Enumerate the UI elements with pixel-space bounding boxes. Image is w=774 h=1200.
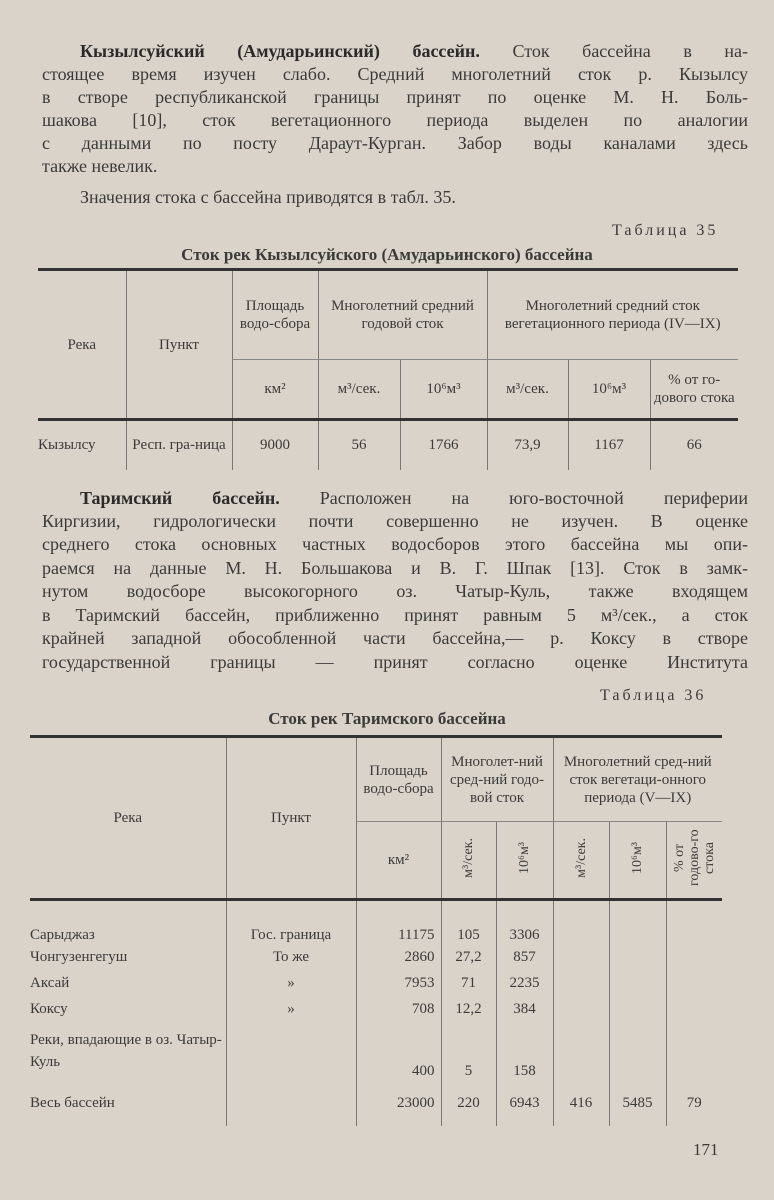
cell-area: 708 [356,996,441,1022]
cell-q: 220 [441,1080,496,1126]
cell-point: Респ. гра-ница [126,420,232,470]
table-row [30,996,722,1022]
table-label: Таблица 35 [612,222,719,239]
cell-q: 27,2 [441,944,496,970]
cell-v: 3306 [496,900,553,944]
unit: 10⁶м³ [630,841,645,874]
text-line: в Таримский бассейн, приближенно принят равным 5 м³/сек., а сток [42,605,748,625]
cell-vv: 1167 [568,420,650,470]
table-title: Сток рек Таримского бассейна [268,709,506,728]
table-row [30,1080,722,1126]
cell-pct [666,1022,722,1080]
cell-point [226,1022,356,1080]
cell-point: То же [226,944,356,970]
cell-vq: 416 [553,1080,609,1126]
cell-v: 2235 [496,970,553,996]
table-35 [38,268,738,470]
text-line: Кызылсуйский (Амударьинский) бассейн. Сток бассейна в на- [80,41,748,61]
cell-v: 1766 [400,420,487,470]
cell-point [226,1080,356,1126]
header-annual: Многолетний средний годовой сток [318,270,487,360]
cell-area: 2860 [356,944,441,970]
header-veg: Многолетний сред-ний сток вегетаци-онного периода (V—IX) [553,737,722,822]
text-line: стоящее время изучен слабо. Средний многолетний сток р. Кызылсу [42,64,748,84]
header-area: Площадь водо-сбора [232,270,318,360]
cell-q: 56 [318,420,400,470]
cell-vv [609,944,666,970]
text-line: Таримский бассейн. Расположен на юго-восточной периферии [80,488,748,508]
unit: км² [232,360,318,420]
cell-point: Гос. граница [226,900,356,944]
unit: м³/сек. [573,837,589,878]
header-veg: Многолетний средний сток вегетационного периода (IV—IX) [487,270,738,360]
text-line: с данными по посту Дараут-Курган. Забор воды каналами здесь [42,133,748,153]
unit: м³/сек. [487,360,568,420]
section-heading: Кызылсуйский (Амударьинский) бассейн. [80,41,480,61]
cell-vq [553,1022,609,1080]
cell-v: 158 [496,1022,553,1080]
cell-river: Кызылсу [38,437,96,454]
cell-vv [609,996,666,1022]
cell-pct [666,944,722,970]
cell-pct: 66 [650,420,738,470]
unit: км² [356,822,441,900]
cell-v: 857 [496,944,553,970]
table-row [38,420,738,470]
cell-vv [609,1022,666,1080]
cell-pct [666,996,722,1022]
cell-q: 71 [441,970,496,996]
cell-v: 384 [496,996,553,1022]
cell-vv [609,970,666,996]
text-line: Киргизии, гидрологически почти совершенно не изучен. В оценке [42,511,748,531]
unit: % от годово-го стока [671,829,717,886]
cell-river: Коксу [30,1000,68,1017]
cell-area: 7953 [356,970,441,996]
header-point: Пункт [126,270,232,420]
cell-area: 9000 [232,420,318,470]
cell-vv: 5485 [609,1080,666,1126]
unit: 10⁶м³ [400,360,487,420]
unit: % от го-дового стока [650,360,738,420]
text-line: в створе республиканской границы принят по оценке М. Н. Боль- [42,87,748,107]
cell-river: Сарыджаз [30,926,95,943]
table-row [30,970,722,996]
header-area: Площадь водо-сбора [356,737,441,822]
cell-area: 11175 [356,900,441,944]
text-line: среднего стока основных частных водосборов этого бассейна мы опи- [42,534,748,554]
unit: м³/сек. [318,360,400,420]
cell-vq [553,944,609,970]
cell-river: Весь бассейн [30,1094,115,1111]
section-heading: Таримский бассейн. [80,488,280,508]
header-river: Река [67,336,97,353]
cell-point: » [226,970,356,996]
text-line: крайней западной обособленной части бассейна,— р. Коксу в створе [42,628,748,648]
cell-v: 6943 [496,1080,553,1126]
text-line: нутом водосборе высокогорного оз. Чатыр-Куль, также входящем [42,581,748,601]
header-point: Пункт [226,737,356,900]
cell-vq [553,996,609,1022]
cell-vq: 73,9 [487,420,568,470]
cell-area: 400 [356,1022,441,1080]
cell-vq [553,900,609,944]
table-row [30,900,722,944]
text-line: Значения стока с бассейна приводятся в табл. 35. [80,187,456,207]
header-annual: Многолет-ний сред-ний годо-вой сток [441,737,553,822]
unit: м³/сек. [461,837,476,878]
text-line: также невелик. [42,156,158,176]
table-36 [30,735,722,1126]
table-label: Таблица 36 [600,687,707,704]
cell-vq [553,970,609,996]
cell-pct: 79 [666,1080,722,1126]
cell-pct [666,970,722,996]
table-row [30,944,722,970]
unit: 10⁶м³ [517,841,532,874]
cell-area: 23000 [356,1080,441,1126]
text-line: шакова [10], сток вегетационного периода выделен по аналогии [42,110,748,130]
cell-q: 12,2 [441,996,496,1022]
table-row [30,1022,722,1080]
text-line: раемся на данные М. Н. Большакова и В. Г. Шпак [13]. Сток в замк- [42,558,748,578]
table-title: Сток рек Кызылсуйского (Амударьинского) бассейна [181,245,593,264]
header-river: Река [113,810,143,826]
cell-q: 105 [441,900,496,944]
cell-q: 5 [441,1022,496,1080]
cell-vv [609,900,666,944]
cell-river: Аксай [30,974,70,991]
cell-pct [666,900,722,944]
cell-river: Реки, впадающие в оз. Чатыр-Куль [30,1031,222,1070]
cell-river: Чонгузенгегуш [30,948,128,965]
unit: 10⁶м³ [568,360,650,420]
page-number: 171 [693,1140,719,1159]
text-line: государственной границы — принят согласно оценке Института [42,652,748,672]
cell-point: » [226,996,356,1022]
